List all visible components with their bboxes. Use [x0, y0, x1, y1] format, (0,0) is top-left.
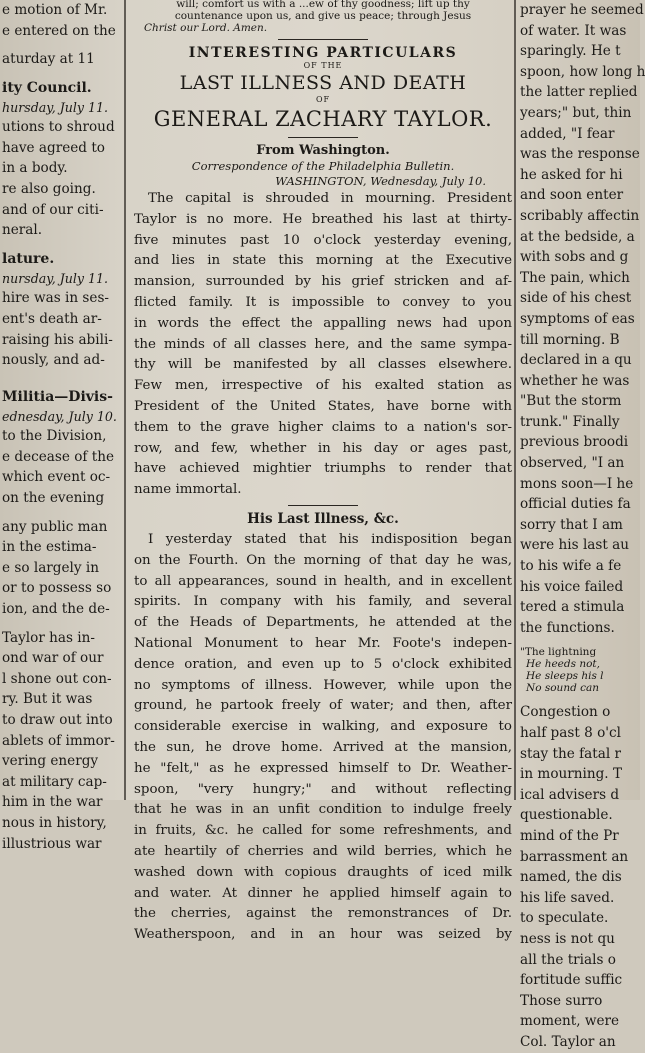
text-line: previous broodi — [520, 434, 629, 451]
text-line: whether he was — [520, 372, 630, 389]
text-line: the minds of all classes here, and the same sympa- — [134, 336, 512, 352]
paragraph-capital-mourning — [134, 189, 512, 501]
text-line: scribably affectin — [520, 207, 640, 224]
text-line: illustrious war — [2, 835, 102, 852]
text-line: dence oration, and even up to 5 o'clock exhibited — [134, 656, 512, 672]
line-gap — [2, 379, 120, 387]
text-line: utions to shroud — [2, 119, 115, 136]
text-line: and of our citi- — [2, 201, 104, 218]
text-line: of the Heads of Departments, he attended at the — [134, 615, 512, 631]
text-line: side of his chest — [520, 290, 632, 307]
text-line: flicted family. It is impossible to convey to you — [134, 294, 512, 310]
text-line: official duties fa — [520, 496, 631, 513]
text-line: in fruits, &c. he called for some refreshments, and — [134, 823, 512, 839]
text-line: ate heartily of cherries and wild berries, which he — [134, 843, 512, 859]
text-line: I yesterday stated that his indisposition began — [148, 531, 512, 547]
left-column — [0, 0, 120, 852]
text-line: The pain, which — [520, 269, 630, 286]
text-line: or to possess so — [2, 580, 112, 597]
text-line: spirits. In company with his family, and several — [134, 594, 512, 610]
text-line: which event oc- — [2, 469, 111, 486]
text-line: ednesday, July 10. — [2, 408, 117, 424]
text-line: all the trials o — [520, 951, 616, 968]
text-line: row, and few, whether in his day or ages past, — [134, 440, 512, 456]
text-line: mind of the Pr — [520, 827, 619, 844]
text-line: in the estima- — [2, 539, 97, 556]
prayer-stub — [134, 0, 512, 34]
line-gap — [2, 70, 120, 78]
short-rule — [278, 39, 368, 40]
text-line: spoon, "very hungry;" and without reflecting — [134, 781, 512, 797]
text-line: them to the grave higher claims to a nation's sor- — [134, 419, 512, 435]
headline-last-illness: LAST ILLNESS AND DEATH — [179, 72, 467, 94]
text-line: e motion of Mr. — [2, 2, 108, 18]
text-line: re also going. — [2, 181, 96, 198]
column-heading: Militia—Divis- — [2, 388, 113, 405]
text-line: to all appearances, sound in health, and in excellent — [134, 573, 512, 589]
text-line: and soon enter — [520, 187, 624, 204]
text-line: "The lightning — [520, 646, 597, 659]
text-line: ical advisers d — [520, 786, 620, 803]
headline-of: OF — [315, 95, 331, 104]
text-line: nursday, July 11. — [2, 270, 109, 286]
center-column — [134, 0, 512, 943]
text-line: Taylor has in- — [2, 629, 95, 646]
section-heading-last-illness: His Last Illness, &c. — [247, 510, 399, 527]
dateline: WASHINGTON, Wednesday, July 10. — [275, 174, 486, 188]
text-line: He heeds not, — [526, 658, 600, 671]
line-gap — [2, 509, 120, 517]
text-line: tered a stimula — [520, 599, 625, 616]
headline-of-the: OF THE — [303, 61, 343, 70]
text-line: name immortal. — [134, 482, 242, 498]
text-line: trunk." Finally — [520, 413, 620, 430]
text-line: he "felt," as he expressed himself to Dr. Weather- — [134, 760, 512, 776]
text-line: named, the dis — [520, 869, 622, 886]
text-line: ness is not qu — [520, 930, 615, 947]
text-line: No sound can — [526, 682, 600, 695]
text-line: The capital is shrouded in mourning. President — [148, 191, 512, 206]
text-line: in words the effect the appalling news had upon — [134, 315, 512, 331]
text-line: raising his abili- — [2, 331, 113, 348]
right-column — [520, 0, 645, 1050]
text-line: thy will be manifested by all classes elsewhere. — [134, 357, 512, 373]
text-line: at the bedside, a — [520, 228, 635, 245]
text-line: have agreed to — [2, 139, 105, 156]
text-line: vering energy — [2, 753, 99, 770]
text-line: to speculate. — [520, 910, 609, 927]
text-line: Weatherspoon, and in an hour was seized by — [134, 927, 512, 943]
column-heading: lature. — [2, 250, 55, 267]
text-line: sorry that I am — [520, 516, 623, 533]
text-line: aturday at 11 — [2, 51, 95, 68]
text-line: with sobs and g — [520, 249, 629, 266]
text-line: ond war of our — [2, 650, 104, 667]
text-line: e so largely in — [2, 559, 99, 576]
text-line: the sun, he drove home. Arrived at the mansion, — [134, 739, 512, 755]
text-line: neral. — [2, 222, 43, 239]
line-gap — [2, 41, 120, 49]
text-line: were his last au — [520, 537, 630, 554]
text-line: hire was in ses- — [2, 290, 110, 307]
text-line: considerable exercise in walking, and exposure to — [134, 719, 512, 735]
text-line: ground, he partook freely of water; and then, after — [134, 698, 512, 714]
text-line: He sleeps his l — [526, 670, 604, 683]
correspondence-credit: Correspondence of the Philadelphia Bulletin. — [191, 159, 455, 173]
text-line: his voice failed — [520, 578, 624, 595]
text-line: any public man — [2, 518, 108, 535]
text-line: Congestion o — [520, 704, 611, 721]
headline-interesting-particulars: INTERESTING PARTICULARS — [188, 45, 458, 61]
text-line: he asked for hi — [520, 166, 623, 183]
text-line: that he was in an unfit condition to indulge freely — [134, 802, 512, 818]
text-line: Col. Taylor an — [520, 1033, 616, 1050]
text-line: observed, "I an — [520, 455, 625, 472]
text-line: National Monument to hear Mr. Foote's indepen- — [134, 635, 512, 651]
text-line: at military cap- — [2, 773, 107, 790]
text-line: questionable. — [520, 807, 613, 824]
line-gap — [2, 371, 120, 379]
text-line: moment, were — [520, 1013, 620, 1030]
text-line: his life saved. — [520, 889, 615, 906]
text-line: sparingly. He t — [520, 43, 621, 60]
stub-line: Christ our Lord. Amen. — [144, 22, 268, 34]
headline-rule — [288, 137, 358, 138]
stub-line: countenance upon us, and give us peace; through Jesus — [174, 10, 472, 22]
column-rule-left — [124, 0, 126, 800]
text-line: declared in a qu — [520, 352, 632, 369]
text-line: fortitude suffic — [520, 972, 623, 989]
text-line: mansion, surrounded by his grief stricken and af- — [134, 274, 512, 290]
text-line: President of the United States, have borne with — [134, 398, 512, 414]
text-line: him in the war — [2, 794, 103, 811]
text-line: and lies in state this morning at the Executive — [134, 253, 512, 269]
text-line: washed down with copious draughts of iced milk — [134, 864, 512, 880]
text-line: and water. At dinner he applied himself again to — [134, 885, 512, 901]
text-line: spoon, how long h — [520, 63, 645, 80]
text-line: was the response — [520, 146, 640, 163]
line-gap — [2, 620, 120, 628]
text-line: barrassment an — [520, 848, 629, 865]
text-line: mons soon—I he — [520, 475, 634, 492]
line-gap — [520, 638, 640, 646]
column-heading: ity Council. — [2, 79, 92, 96]
text-line: stay the fatal r — [520, 745, 621, 762]
text-line: the cherries, against the remonstrances of Dr. — [134, 906, 512, 922]
text-line: to the Division, — [2, 428, 107, 445]
text-line: in a body. — [2, 160, 68, 177]
text-line: added, "I fear — [520, 125, 615, 142]
headline-general-taylor: GENERAL ZACHARY TAYLOR. — [153, 107, 493, 131]
text-line: years;" but, thin — [520, 104, 632, 121]
text-line: half past 8 o'cl — [520, 725, 621, 741]
paragraph-last-illness — [134, 530, 512, 946]
section-rule — [288, 505, 358, 506]
text-line: nously, and ad- — [2, 352, 105, 369]
text-line: "But the storm — [520, 393, 622, 410]
text-line: nous in history, — [2, 814, 107, 831]
text-line: prayer he seemed — [520, 2, 644, 18]
text-line: no symptoms of illness. However, while upon the — [134, 677, 512, 693]
text-line: hursday, July 11. — [2, 99, 109, 115]
text-line: on the Fourth. On the morning of that day he was, — [134, 552, 512, 568]
text-line: five minutes past 10 o'clock yesterday evening, — [134, 232, 512, 248]
line-gap — [520, 694, 640, 702]
text-line: the latter replied — [520, 84, 638, 101]
text-line: Few men, irrespective of his exalted station as — [134, 378, 512, 394]
text-line: Those surro — [520, 992, 603, 1009]
text-line: till morning. B — [520, 331, 620, 348]
text-line: ry. But it was — [2, 691, 93, 708]
stub-line: will; comfort us with a ...ew of thy goodness; lift up thy — [176, 0, 470, 10]
text-line: to his wife a fe — [520, 558, 622, 575]
text-line: ent's death ar- — [2, 310, 102, 327]
text-line: l shone out con- — [2, 670, 112, 687]
from-washington: From Washington. — [256, 143, 390, 158]
text-line: e decease of the — [2, 448, 115, 465]
text-line: Taylor is no more. He breathed his last at thirty- — [134, 211, 512, 227]
text-line: the functions. — [520, 619, 615, 636]
line-gap — [2, 241, 120, 249]
text-line: to draw out into — [2, 711, 113, 728]
text-line: on the evening — [2, 490, 105, 506]
text-line: of water. It was — [520, 22, 627, 39]
text-line: in mourning. T — [520, 766, 623, 783]
text-line: e entered on the — [2, 22, 116, 39]
column-rule-right — [514, 0, 516, 800]
text-line: have achieved mightier triumphs to render that — [134, 461, 512, 477]
text-line: symptoms of eas — [520, 310, 635, 327]
text-line: ablets of immor- — [2, 732, 115, 749]
text-line: ion, and the de- — [2, 600, 110, 617]
